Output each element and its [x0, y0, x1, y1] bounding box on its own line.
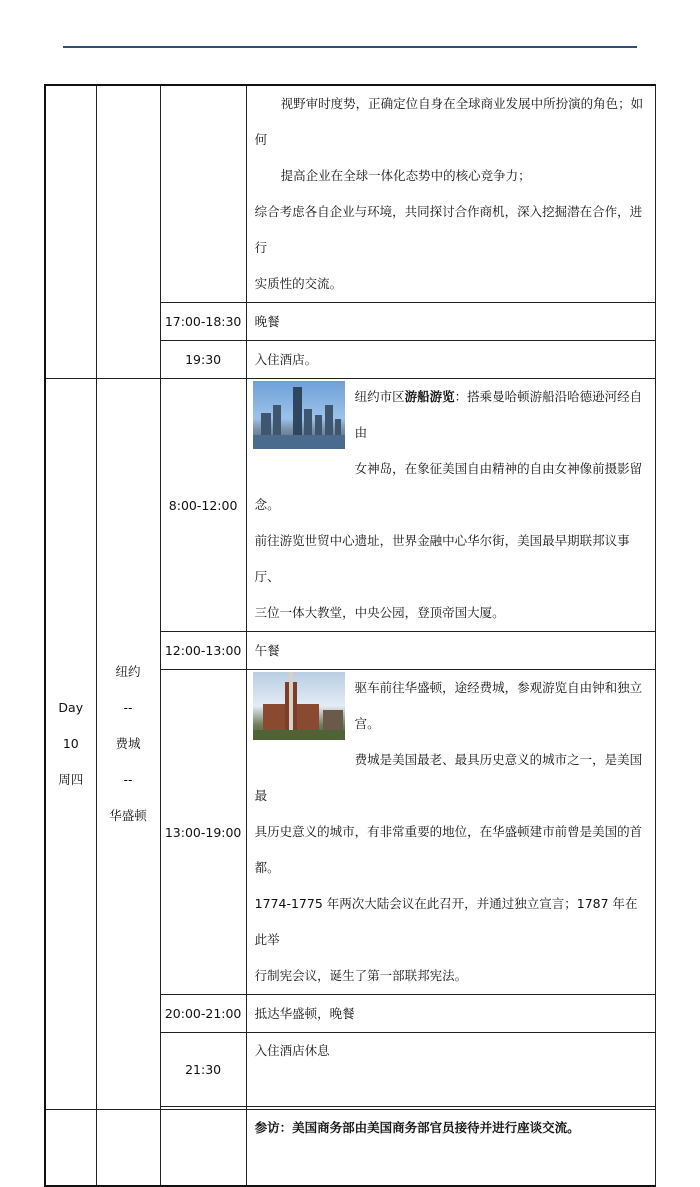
intro-desc-cell — [246, 85, 655, 303]
dinner-time: 17:00-18:30 — [160, 303, 246, 341]
morning-bold: 游船游览 — [404, 389, 455, 404]
day-cell — [45, 379, 96, 1110]
visit-desc: 参访：美国商务部由美国商务部官员接待并进行座谈交流。 — [246, 1110, 655, 1186]
new-york-skyline-photo — [253, 381, 345, 449]
arrive-time: 20:00-21:00 — [160, 995, 246, 1033]
morning-time: 8:00-12:00 — [160, 379, 246, 632]
last-day-cell — [45, 1110, 96, 1186]
intro-line-4: 实质性的交流。 — [254, 276, 343, 291]
afternoon-time: 13:00-19:00 — [160, 670, 246, 995]
morning-line-3: 前往游览世贸中心遗址，世界金融中心华尔街，美国最早期联邦议事厅、 — [254, 533, 630, 584]
day-label: Day — [58, 700, 84, 715]
day-weekday: 周四 — [58, 772, 84, 787]
city-sep-1: -- — [123, 700, 133, 715]
afternoon-line-3: 具历史意义的城市，有非常重要的地位，在华盛顿建市前曾是美国的首都。 — [254, 824, 643, 875]
morning-line-2: 女神岛，在象征美国自由精神的自由女神像前摄影留念。 — [254, 461, 643, 512]
morning-line-1: ：搭乘曼哈顿游船沿哈德逊河经自由 — [354, 389, 643, 440]
morning-desc — [246, 379, 655, 632]
city-sep-2: -- — [123, 772, 133, 787]
hotel-time: 19:30 — [160, 341, 246, 379]
itinerary-table — [44, 84, 656, 1187]
city-cell-empty — [96, 85, 160, 379]
morning-lead: 纽约市区 — [354, 389, 405, 404]
afternoon-line-1: 驱车前往华盛顿，途经费城，参观游览自由钟和独立宫。 — [354, 680, 643, 731]
intro-line-1: 视野审时度势，正确定位自身在全球商业发展中所扮演的角色；如何 — [254, 96, 644, 147]
morning-line-4: 三位一体大教堂，中央公园，登顶帝国大厦。 — [254, 605, 505, 620]
header-rule — [63, 46, 637, 48]
lunch-time: 12:00-13:00 — [160, 632, 246, 670]
city-cell — [96, 379, 160, 1110]
time-cell-empty — [160, 85, 246, 303]
arrive-desc: 抵达华盛顿，晚餐 — [246, 995, 655, 1033]
intro-line-3: 综合考虑各自企业与环境，共同探讨合作商机，深入挖掘潜在合作，进行 — [254, 204, 643, 255]
city-philadelphia: 费城 — [115, 736, 141, 751]
dinner-desc: 晚餐 — [246, 303, 655, 341]
rest-time: 21:30 — [160, 1033, 246, 1107]
lunch-desc: 午餐 — [246, 632, 655, 670]
afternoon-line-4: 1774-1775 年两次大陆会议在此召开，并通过独立宣言；1787 年在此举 — [254, 896, 638, 947]
afternoon-line-2: 费城是美国最老、最具历史意义的城市之一，是美国最 — [254, 752, 643, 803]
intro-line-2: 提高企业在全球一体化态势中的核心竞争力； — [280, 168, 531, 183]
afternoon-desc — [246, 670, 655, 995]
hotel-desc: 入住酒店。 — [246, 341, 655, 379]
last-time-cell — [160, 1110, 246, 1186]
city-newyork: 纽约 — [115, 664, 141, 679]
independence-hall-photo — [253, 672, 345, 740]
day-cell-empty — [45, 85, 96, 379]
last-city-cell — [96, 1110, 160, 1186]
rest-desc: 入住酒店休息 — [246, 1033, 655, 1107]
day-number: 10 — [62, 736, 79, 751]
afternoon-line-5: 行制宪会议，诞生了第一部联邦宪法。 — [254, 968, 468, 983]
city-washington: 华盛顿 — [109, 808, 147, 823]
